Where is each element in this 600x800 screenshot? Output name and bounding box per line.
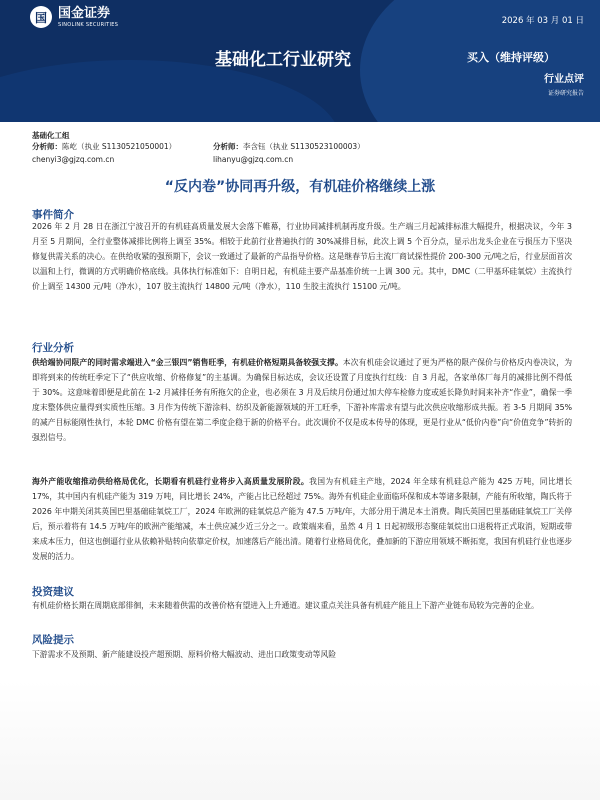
event-paragraph: 2026 年 2 月 28 日在浙江宁波召开的有机硅高质量发展大会落下帷幕，行业协同减排机制再度升级。生产端三月起减排标准大幅提升，根据决议，今年 3 月至 5 月期间，全行业整体减排比例将上调至 35%。相较于此前行业普遍执行的 30%减排目标，此次上调 5 个百分点，显示出龙头企业在亏损压力下坚决修复供需关系的决心。在供给收紧的强预期下，会议一致通过了最新的产品指导价格。这是继春节后主流厂商试探性提价 200-300 元/吨之后，行业层面首次以温和上行，微调的方式明确价格底线。具体执行标准如下：自明日起，有机硅主要产品基准价统一上调 300 元。其中，DMC（二甲基环硅氧烷）主流执行价上调至 14300 元/吨（净水），107 胶主流执行 14800 元/吨（净水），110 生胶主流执行 15100 元/吨。 [32,222,572,291]
analysis-paragraph-2 [32,475,572,564]
analysis-lead-2: 海外产能收缩推动供给格局优化，长期看有机硅行业将步入高质量发展阶段。 [32,477,310,486]
report-title: “反内卷”协同再升级，有机硅价格继续上涨 [164,179,436,195]
analyst-1-name: 陈屹（执业 S1130521050001） [62,142,177,151]
analyst-1-label: 分析师： [32,142,62,151]
logo-name-cn: 国金证券 [58,5,111,21]
analysis-text-1: 本次有机硅会议通过了更为严格的限产保价与价格反内卷决议，为即将到来的传统旺季定下了“供应收缩、价格修复”的主基调。为确保目标达成，会议还设置了月度执行红线：自 3 月起，各家单体厂每月的减排比例不得低于 30%。这意味着即便是此前在 1-2 月减排任务有所拖欠的企业，也必须在 3 月及后续月份通过加大停车检修力度或延长降负时间来补齐“作业”，确保一季度末整体供应量得到实质性压缩。3 月作为传统下游涂料、纺织及新能源领域的开工旺季，下游补库需求有望与此次供应收缩形成共振。若 3-5 月期间 35%的减产目标能刚性执行，本轮 DMC 价格有望在第二季度企稳于新的价格平台。此次调价不仅是成本传导的体现，更是行业从“低价内卷”向“价值竞争”转折的强烈信号。 [32,358,572,442]
rating-label: 买入（维持评级） [467,51,555,64]
section-title-event: 事件简介 [32,209,74,221]
analyst-1 [32,140,176,166]
section-title-analysis: 行业分析 [32,342,74,354]
analyst-2 [213,140,365,166]
analyst-2-label: 分析师： [213,142,243,151]
analysis-paragraph-1 [32,356,572,445]
industry-title: 基础化工行业研究 [215,50,351,70]
analysis-text-2: 我国为有机硅主产地，2024 年全球有机硅总产能为 425 万吨，同比增长 17%，其中国内有机硅产能为 319 万吨，同比增长 24%，产能占比已经超过 75%。海外有机硅企业面临环保和成本等诸多限制，产能有所收缩，陶氏将于 2026 年中期关闭其英国巴里基础硅氧烷工厂，2024 年欧洲的硅氧烷总产能为 47.5 万吨/年，大部分用于满足本土消费。陶氏英国巴里基础硅氧烷工厂关停后，预示着将有 14.5 万吨/年的欧洲产能缩减，本土供应减少近三分之一。政策端来看，虽然 4 月 1 日起初级形态聚硅氧烷出口退税将正式取消，短期或带来成本压力，但这也倒逼行业从依赖补贴转向依靠定价权，加速落后产能出清。随着行业格局优化，叠加新的下游应用领域不断拓宽，我国有机硅行业也逐步发展的活力。 [32,477,572,561]
logo-icon: 国 [30,6,52,28]
report-kind: 证券研究报告 [547,90,584,97]
analysis-lead-1: 供给端协同限产的同时需求端进入“金三银四”销售旺季，有机硅价格短期具备较强支撑。 [32,358,343,367]
analyst-2-name: 李含钰（执业 S1130523100003） [243,142,365,151]
analyst-2-email[interactable]: lihanyu@gjzq.com.cn [213,155,294,164]
report-header [0,0,600,122]
company-logo [30,6,118,28]
report-date: 2026 年 03 月 01 日 [501,16,584,26]
risk-paragraph: 下游需求不及预期、新产能建设投产超预期、原料价格大幅波动、进出口政策变动等风险 [32,650,337,659]
section-title-advice: 投资建议 [32,586,74,598]
section-title-risk: 风险提示 [32,634,74,646]
logo-name-en: SINOLINK SECURITIES [58,21,119,28]
page-bottom-fade [0,680,600,800]
sector-group: 基础化工组 [32,131,70,140]
analyst-1-email[interactable]: chenyi3@gjzq.com.cn [32,155,115,164]
report-type: 行业点评 [544,74,584,85]
advice-paragraph: 有机硅价格长期在周期底部徘徊，未来随着供需的改善价格有望进入上升通道。建议重点关注具备有机硅产能且上下游产业链布局较为完善的企业。 [32,601,539,610]
